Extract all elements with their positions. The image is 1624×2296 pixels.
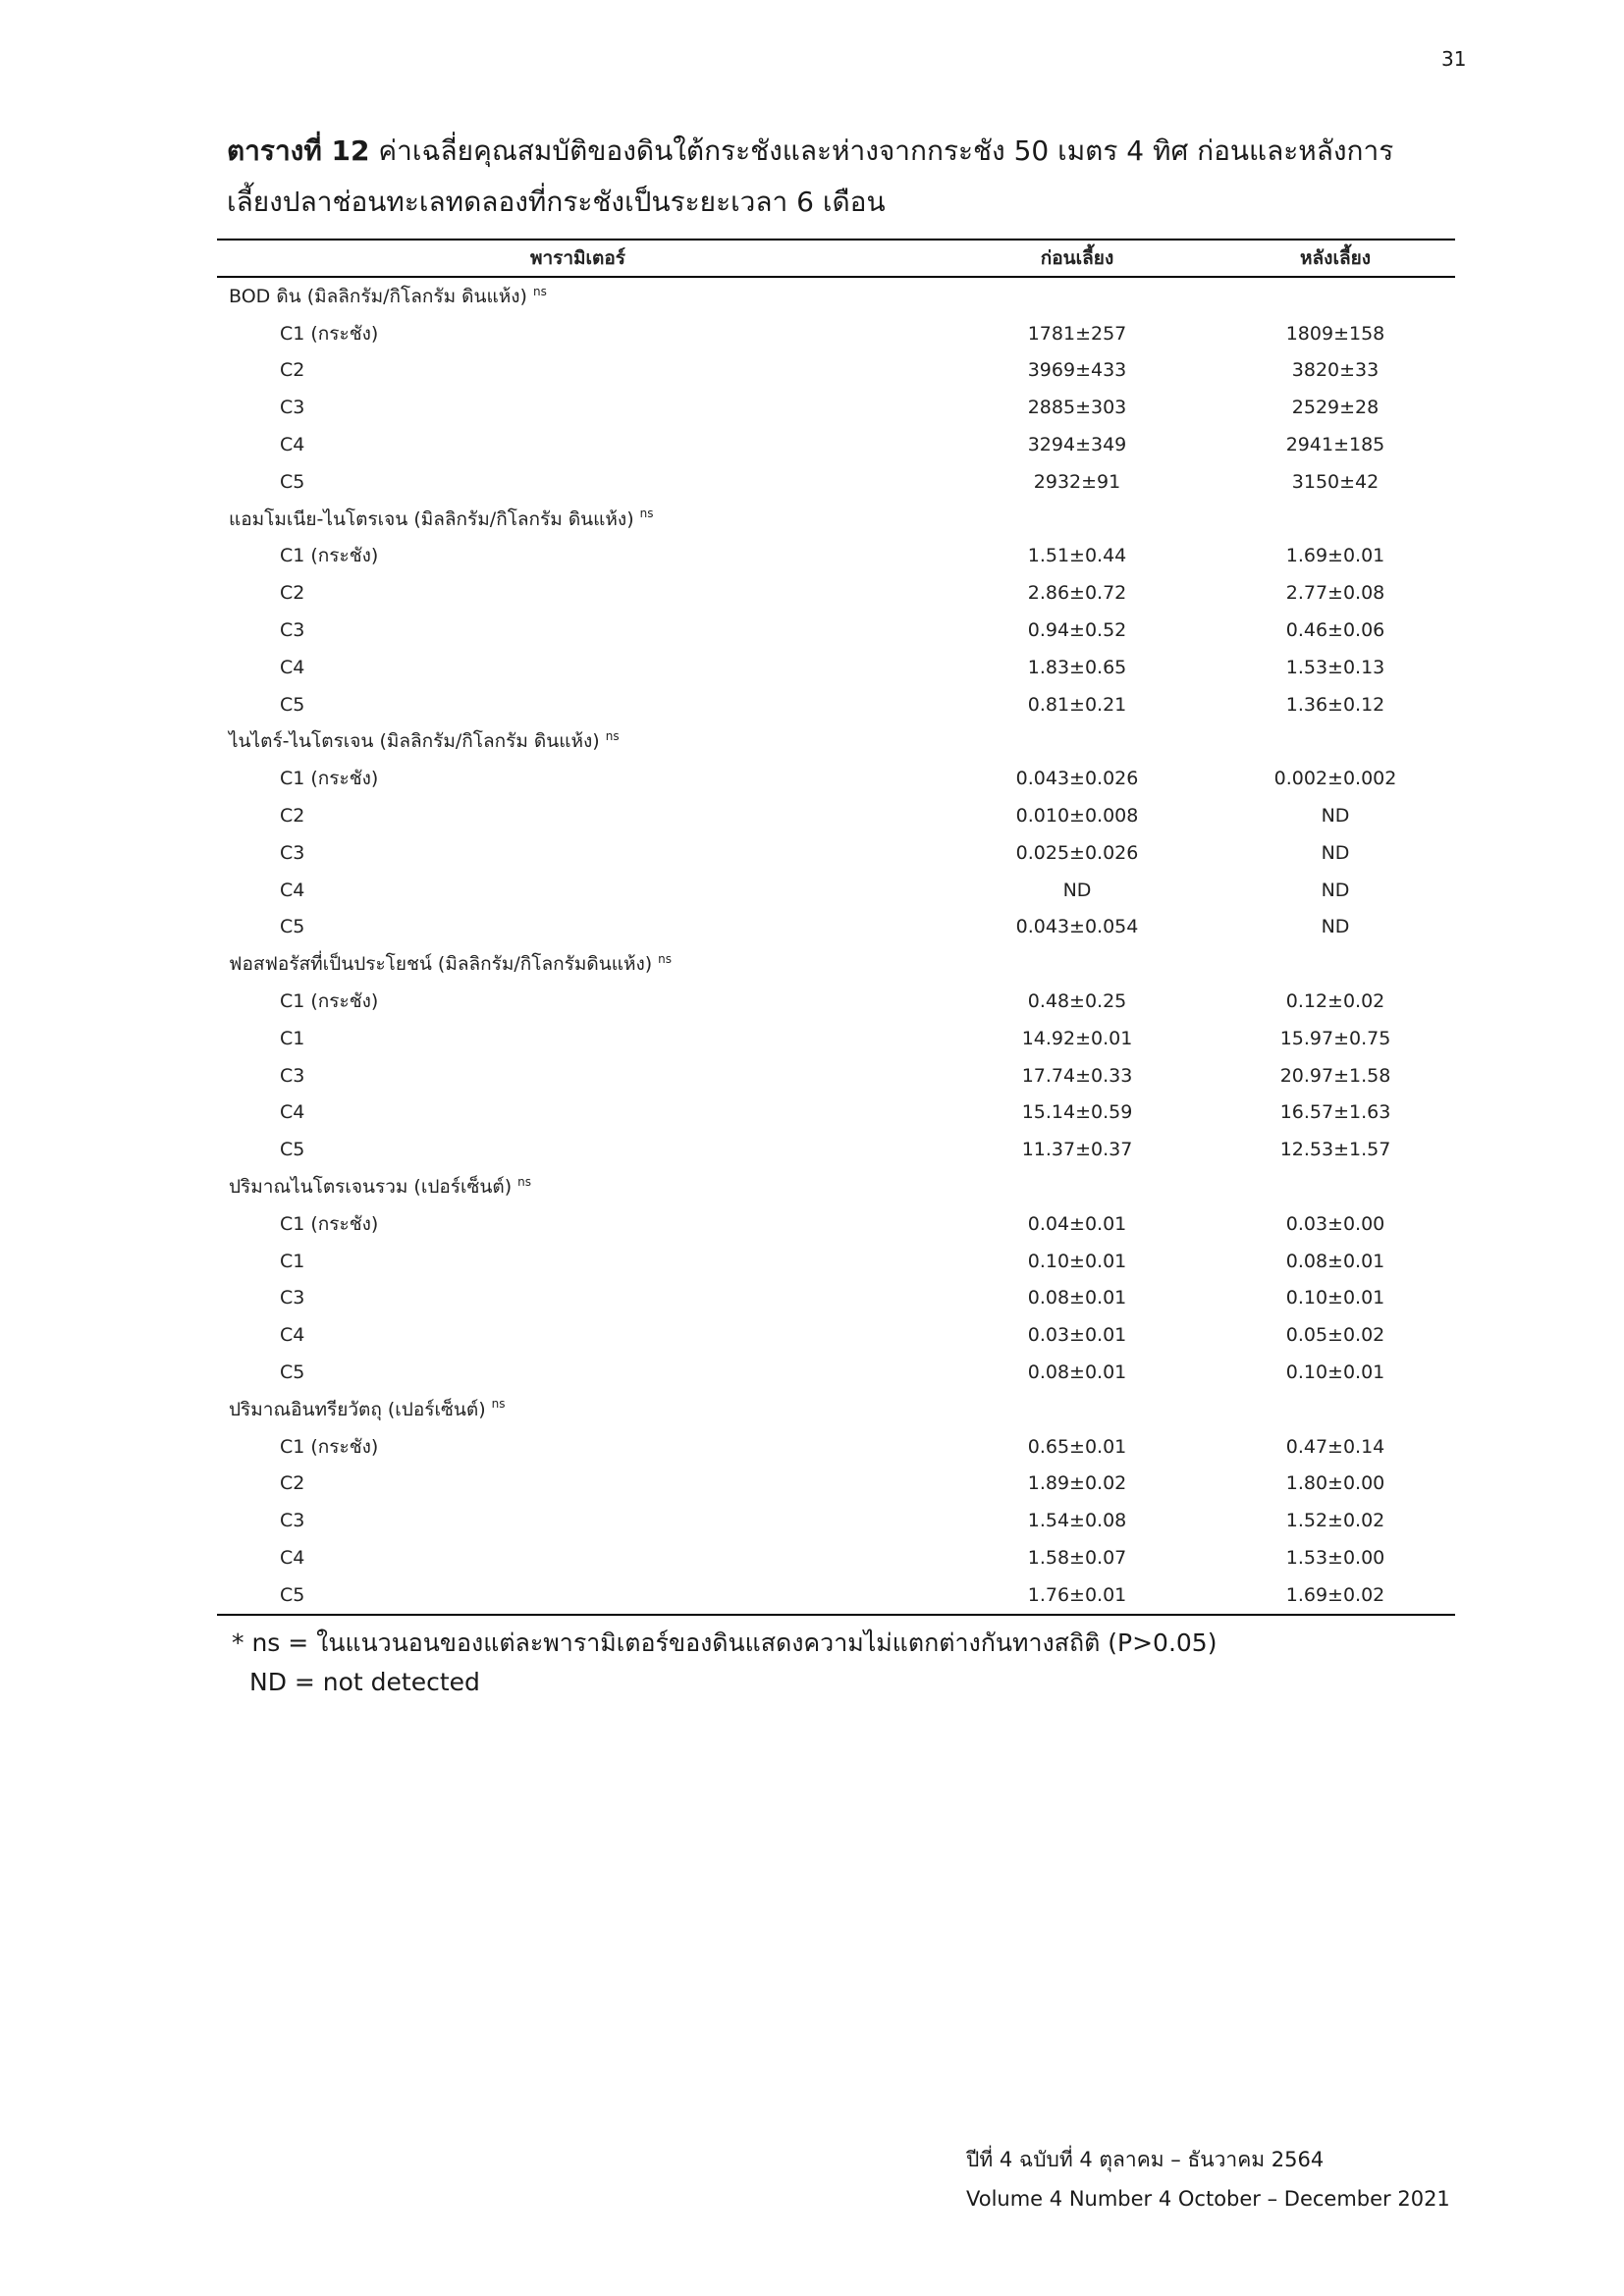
- value-before: 17.74±0.33: [1021, 1064, 1133, 1087]
- value-before: 0.03±0.01: [1027, 1324, 1127, 1347]
- value-after: 1.53±0.00: [1285, 1546, 1385, 1569]
- value-before: 0.94±0.52: [1027, 619, 1127, 642]
- soil-properties-table: [217, 239, 1455, 1616]
- table-row: [217, 538, 1455, 575]
- table-group-row: [217, 501, 1455, 538]
- value-before: 0.025±0.026: [1015, 841, 1139, 864]
- table-row: [217, 1502, 1455, 1539]
- value-after: 0.46±0.06: [1285, 619, 1385, 642]
- table-header-row: [217, 240, 1455, 277]
- table-row: [217, 797, 1455, 834]
- value-before: 1.89±0.02: [1027, 1472, 1127, 1495]
- station-label: C3: [280, 1064, 305, 1087]
- table-row: [217, 872, 1455, 909]
- header-after: หลังเลี้ยง: [1216, 240, 1455, 277]
- table-row: [217, 1205, 1455, 1243]
- station-label: C3: [280, 1510, 305, 1532]
- value-before: 0.10±0.01: [1027, 1250, 1127, 1272]
- header-before: ก่อนเลี้ยง: [939, 240, 1216, 277]
- station-label: C4: [280, 434, 305, 456]
- footnote-ns: * ns = ในแนวนอนของแต่ละพารามิเตอร์ของดินแสดงความไม่แตกต่างกันทางสถิติ (P>0.05): [232, 1629, 1218, 1657]
- value-after: 0.05±0.02: [1285, 1324, 1385, 1347]
- value-before: 11.37±0.37: [1021, 1139, 1133, 1161]
- table-row: [217, 1057, 1455, 1095]
- value-after: 0.12±0.02: [1285, 990, 1385, 1013]
- value-after: 0.08±0.01: [1285, 1250, 1385, 1272]
- value-after: 1.36±0.12: [1285, 693, 1385, 716]
- group-cell: [217, 277, 1455, 315]
- value-after: 1.53±0.13: [1285, 656, 1385, 678]
- station-label: C3: [280, 397, 305, 419]
- table-row: [217, 1095, 1455, 1132]
- value-before: 1781±257: [1027, 322, 1127, 345]
- table-row: [217, 426, 1455, 463]
- ns-superscript: ns: [605, 729, 620, 744]
- value-before: 1.51±0.44: [1027, 545, 1127, 567]
- table-group-row: [217, 277, 1455, 315]
- value-after: 2529±28: [1291, 397, 1380, 419]
- value-after: 2941±185: [1285, 434, 1385, 456]
- value-after: 0.03±0.00: [1285, 1212, 1385, 1235]
- station-label: C4: [280, 1546, 305, 1569]
- value-before: 0.04±0.01: [1027, 1212, 1127, 1235]
- station-label: C1: [280, 1027, 305, 1049]
- value-after: 20.97±1.58: [1279, 1064, 1391, 1087]
- table-row: [217, 1539, 1455, 1576]
- station-label: C4: [280, 879, 305, 901]
- value-after: 1.69±0.02: [1216, 1576, 1455, 1615]
- table-row: [217, 686, 1455, 723]
- group-label: ปริมาณอินทรียวัตถุ (เปอร์เซ็นต์): [229, 1398, 486, 1420]
- station-label: C2: [280, 1472, 305, 1495]
- value-before: 0.043±0.026: [1015, 768, 1139, 790]
- station-label: C1 (กระชัง): [280, 990, 379, 1013]
- value-after: 1809±158: [1285, 322, 1385, 345]
- table-row: [217, 1466, 1455, 1503]
- value-before: 1.54±0.08: [1027, 1510, 1127, 1532]
- table-row: [217, 389, 1455, 426]
- table-row: [217, 1428, 1455, 1466]
- station-label: C2: [280, 359, 305, 382]
- group-cell: [217, 945, 1455, 983]
- ns-superscript: ns: [658, 951, 673, 966]
- table-row: [217, 315, 1455, 352]
- station-label: C1: [280, 1250, 305, 1272]
- station-label: C5: [280, 916, 305, 938]
- value-after: 3150±42: [1291, 470, 1380, 493]
- group-label: BOD ดิน (มิลลิกรัม/กิโลกรัม ดินแห้ง): [229, 285, 527, 307]
- station-label: C5: [280, 1362, 305, 1383]
- value-after: ND: [1321, 805, 1350, 828]
- value-after: ND: [1321, 916, 1350, 938]
- table-row: [217, 1576, 1455, 1615]
- table-group-row: [217, 1391, 1455, 1428]
- station-label: C5: [280, 1139, 305, 1161]
- journal-issue-english: Volume 4 Number 4 October – December 2021: [966, 2187, 1450, 2211]
- table-row: [217, 1354, 1455, 1391]
- value-before: 14.92±0.01: [1021, 1027, 1133, 1049]
- table-row: [217, 352, 1455, 390]
- table-caption: [227, 126, 1444, 228]
- station-label: C1 (กระชัง): [280, 322, 379, 345]
- station-label: C2: [280, 805, 305, 828]
- table-group-row: [217, 723, 1455, 761]
- value-after: 16.57±1.63: [1279, 1101, 1391, 1124]
- value-after: 2.77±0.08: [1285, 582, 1385, 605]
- ns-superscript: ns: [491, 1397, 506, 1412]
- value-before: 1.58±0.07: [1027, 1546, 1127, 1569]
- group-label: ฟอสฟอรัสที่เป็นประโยชน์ (มิลลิกรัม/กิโลกรัมดินแห้ง): [229, 953, 653, 976]
- value-before: 2.86±0.72: [1027, 582, 1127, 605]
- station-label: C5: [280, 470, 305, 493]
- group-label: ไนไตร์-ไนโตรเจน (มิลลิกรัม/กิโลกรัม ดินแห้ง): [229, 730, 600, 753]
- value-before: 0.010±0.008: [1015, 805, 1139, 828]
- group-cell: [217, 1391, 1455, 1428]
- value-before: 3294±349: [1027, 434, 1127, 456]
- table-caption-text: ค่าเฉลี่ยคุณสมบัติของดินใต้กระชังและห่างจากกระชัง 50 เมตร 4 ทิศ ก่อนและหลังการเลี้ยงปลาช่อนทะเลทดลองที่กระชังเป็นระยะเวลา 6 เดือน: [227, 134, 1394, 218]
- page-number: 31: [1441, 47, 1467, 71]
- table-row: [217, 612, 1455, 649]
- station-label: C1 (กระชัง): [280, 1212, 379, 1235]
- station-label: C4: [280, 1101, 305, 1124]
- footnote-nd: ND = not detected: [249, 1668, 480, 1696]
- group-cell: [217, 501, 1455, 538]
- station-label: C1 (กระชัง): [280, 545, 379, 567]
- table-row: [217, 1316, 1455, 1354]
- group-cell: [217, 723, 1455, 761]
- value-after: 0.10±0.01: [1285, 1287, 1385, 1309]
- value-after: 1.52±0.02: [1285, 1510, 1385, 1532]
- station-label: C3: [280, 841, 305, 864]
- table-row: [217, 1280, 1455, 1317]
- value-after: 0.10±0.01: [1285, 1362, 1385, 1383]
- table-row: [217, 1131, 1455, 1168]
- value-before: 1.76±0.01: [939, 1576, 1216, 1615]
- station-label: C1 (กระชัง): [280, 1435, 379, 1458]
- table-row: [217, 1243, 1455, 1280]
- table-row: [217, 574, 1455, 612]
- value-after: 3820±33: [1291, 359, 1380, 382]
- value-after: 0.002±0.002: [1273, 768, 1397, 790]
- value-before: ND: [1062, 879, 1092, 901]
- ns-superscript: ns: [639, 507, 654, 521]
- table-row: [217, 1020, 1455, 1057]
- value-before: 0.043±0.054: [1015, 916, 1139, 938]
- table-group-row: [217, 1168, 1455, 1205]
- station-label: C3: [280, 619, 305, 642]
- value-before: 0.48±0.25: [1027, 990, 1127, 1013]
- value-after: 15.97±0.75: [1279, 1027, 1391, 1049]
- station-label: C5: [280, 693, 305, 716]
- station-label: C5: [217, 1576, 939, 1615]
- value-before: 0.65±0.01: [1027, 1435, 1127, 1458]
- value-before: 0.08±0.01: [1027, 1287, 1127, 1309]
- value-before: 0.08±0.01: [1027, 1362, 1127, 1383]
- station-label: C4: [280, 656, 305, 678]
- value-before: 0.81±0.21: [1027, 693, 1127, 716]
- ns-superscript: ns: [517, 1174, 532, 1189]
- group-label: แอมโมเนีย-ไนโตรเจน (มิลลิกรัม/กิโลกรัม ดินแห้ง): [229, 507, 634, 530]
- table-row: [217, 983, 1455, 1020]
- value-after: ND: [1321, 841, 1350, 864]
- table-caption-label: ตารางที่ 12: [227, 134, 370, 167]
- value-before: 2932±91: [1033, 470, 1121, 493]
- value-before: 1.83±0.65: [1027, 656, 1127, 678]
- table-row: [217, 463, 1455, 501]
- header-parameter: พารามิเตอร์: [217, 240, 939, 277]
- group-cell: [217, 1168, 1455, 1205]
- table-row: [217, 760, 1455, 797]
- value-after: 1.80±0.00: [1285, 1472, 1385, 1495]
- value-after: 0.47±0.14: [1285, 1435, 1385, 1458]
- value-after: 1.69±0.01: [1285, 545, 1385, 567]
- value-after: ND: [1321, 879, 1350, 901]
- station-label: C2: [280, 582, 305, 605]
- table-body: [217, 277, 1455, 1615]
- value-before: 3969±433: [1027, 359, 1127, 382]
- value-after: 12.53±1.57: [1279, 1139, 1391, 1161]
- value-before: 2885±303: [1027, 397, 1127, 419]
- table-row: [217, 909, 1455, 946]
- ns-superscript: ns: [532, 284, 547, 298]
- value-before: 15.14±0.59: [1021, 1101, 1133, 1124]
- journal-issue-thai: ปีที่ 4 ฉบับที่ 4 ตุลาคม – ธันวาคม 2564: [966, 2148, 1325, 2171]
- table-row: [217, 834, 1455, 872]
- station-label: C3: [280, 1287, 305, 1309]
- station-label: C1 (กระชัง): [280, 768, 379, 790]
- station-label: C4: [280, 1324, 305, 1347]
- table-row: [217, 649, 1455, 686]
- table-group-row: [217, 945, 1455, 983]
- group-label: ปริมาณไนโตรเจนรวม (เปอร์เซ็นต์): [229, 1176, 513, 1199]
